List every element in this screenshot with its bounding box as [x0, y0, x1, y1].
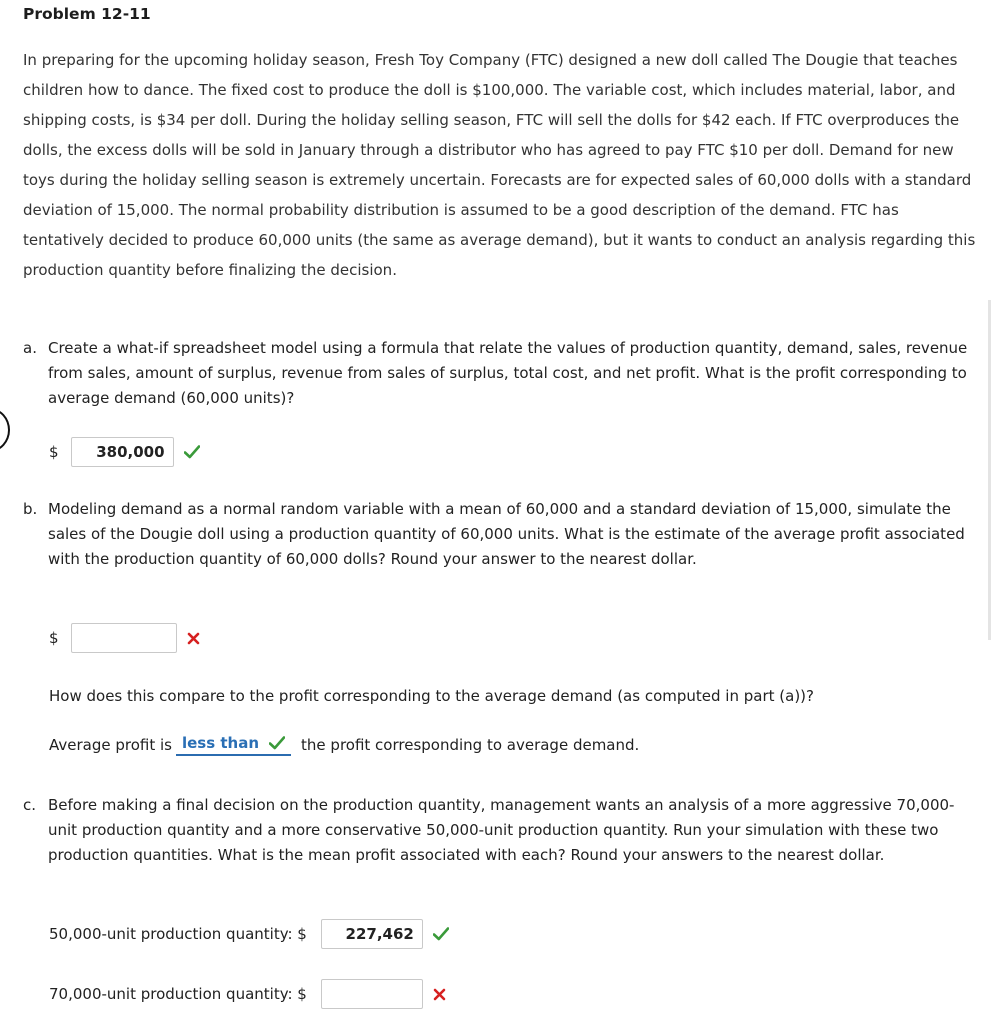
- problem-intro: In preparing for the upcoming holiday season, Fresh Toy Company (FTC) designed a new doll called The Dougie that teaches children how to dance. The fixed cost to produce the doll is $100,000. The variable cost, which includes material, labor, and shipping costs, is $34 per doll. During the holiday selling season, FTC will sell the dolls for $42 each. If FTC overproduces the dolls, the excess dolls will be sold in January through a distributor who has agreed to pay FTC $10 per doll. Demand for new toys during the holiday selling season is extremely uncertain. Forecasts are for expected sales of 60,000 dolls with a standard deviation of 15,000. The normal probability distribution is assumed to be a good description of the demand. FTC has tentatively decided to produce 60,000 units (the same as average demand), but it wants to conduct an analysis regarding this production quantity before finalizing the decision.: [23, 51, 976, 279]
- part-a-label: a.: [23, 339, 37, 357]
- part-b-answer-input[interactable]: [71, 623, 177, 653]
- compare-suffix: the profit corresponding to average demand.: [301, 736, 640, 754]
- part-a-answer-row: [49, 437, 200, 467]
- part-b-label: b.: [23, 500, 38, 518]
- part-b-answer-row: [49, 623, 200, 653]
- part-c-50k-input[interactable]: 227,462: [321, 919, 423, 949]
- part-b-question: [23, 497, 983, 597]
- cross-icon: [433, 988, 446, 1001]
- part-b-compare-question: How does this compare to the profit corresponding to the average demand (as computed in part (a))?: [49, 687, 814, 705]
- part-c-70k-label: 70,000-unit production quantity: $: [49, 985, 307, 1003]
- part-b-compare-row: [49, 734, 639, 756]
- side-marker: [0, 408, 10, 452]
- problem-title: Problem 12-11: [23, 5, 151, 23]
- part-c-label: c.: [23, 796, 37, 814]
- part-a-text: Create a what-if spreadsheet model using a formula that relate the values of production quantity, demand, sales, revenue from sales, amount of surplus, revenue from sales of surplus, total cost, and net profit. What is the profit corresponding to average demand (60,000 units)?: [48, 339, 968, 407]
- part-a-question: [23, 336, 983, 411]
- part-c-70k-input[interactable]: [321, 979, 423, 1009]
- check-icon: [269, 736, 285, 750]
- check-icon: [433, 927, 449, 941]
- part-b-text: Modeling demand as a normal random variable with a mean of 60,000 and a standard deviation of 15,000, simulate the sales of the Dougie doll using a production quantity of 60,000 units. What is the estimate of the average profit associated with the production quantity of 60,000 dolls? Round your answer to the nearest dollar.: [48, 500, 965, 568]
- check-icon: [184, 445, 200, 459]
- part-c-50k-row: [49, 919, 449, 949]
- part-c-text: Before making a final decision on the production quantity, management wants an analysis of a more aggressive 70,000-unit production quantity and a more conservative 50,000-unit production quantity. Run your simulation with these two production quantities. What is the mean profit associated with each? Round your answers to the nearest dollar.: [48, 796, 955, 864]
- compare-prefix: Average profit is: [49, 736, 172, 754]
- part-c-70k-row: [49, 979, 446, 1009]
- part-b-currency: $: [49, 629, 59, 647]
- compare-selected-value: less than: [181, 734, 260, 752]
- part-c-50k-label: 50,000-unit production quantity: $: [49, 925, 307, 943]
- cross-icon: [187, 632, 200, 645]
- part-a-currency: $: [49, 443, 59, 461]
- part-a-answer-input[interactable]: 380,000: [71, 437, 174, 467]
- part-c-question: [23, 793, 983, 893]
- compare-select[interactable]: [176, 734, 291, 756]
